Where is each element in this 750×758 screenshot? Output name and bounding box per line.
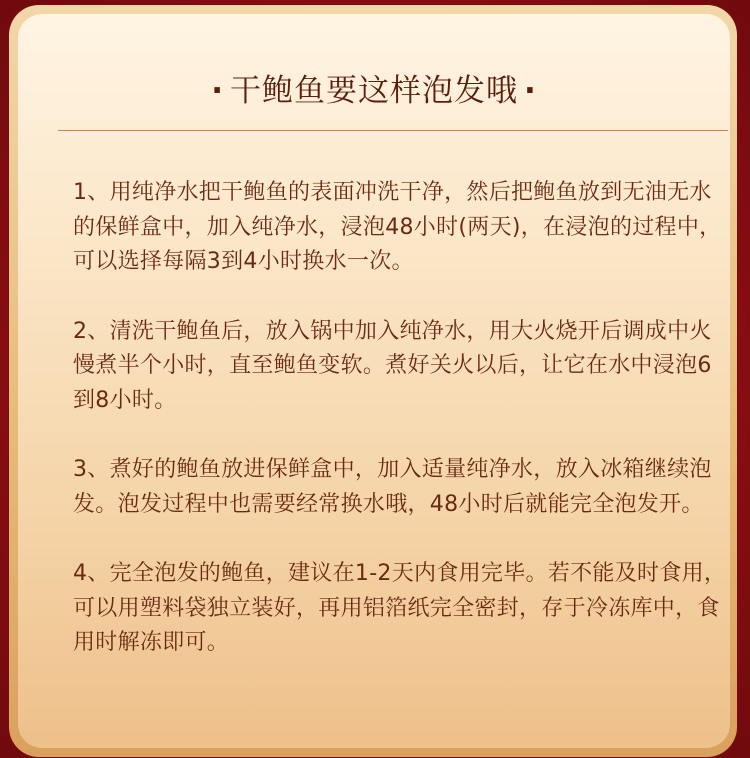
title-dot-right: ·: [524, 73, 537, 109]
step-2-text: 2、清洗干鲍鱼后，放入锅中加入纯净水，用大火烧开后调成中火慢煮半个小时，直至鲍鱼变软。煮好关火以后，让它在水中浸泡6到8小时。: [73, 318, 712, 413]
step-4-text: 4、完全泡发的鲍鱼，建议在1-2天内食用完毕。若不能及时食用，可以用塑料袋独立装好，再用铝箔纸完全密封，存于冷冻库中，食用时解冻即可。: [73, 561, 727, 655]
title-dot-left: ·: [211, 73, 224, 109]
title-text: 干鲍鱼要这样泡发哦: [230, 73, 518, 109]
instruction-list: [73, 176, 733, 696]
page-title: [18, 71, 730, 111]
title-divider: [58, 130, 728, 131]
step-1-text: 1、用纯净水把干鲍鱼的表面冲洗干净，然后把鲍鱼放到无油无水的保鲜盒中，加入纯净水，浸泡48小时(两天)，在浸泡的过程中，可以选择每隔3到4小时换水一次。: [73, 180, 722, 274]
step-3-text: 3、煮好的鲍鱼放进保鲜盒中，加入适量纯净水，放入冰箱继续泡发。泡发过程中也需要经常换水哦，48小时后就能完全泡发开。: [73, 457, 712, 517]
instruction-card: [18, 14, 730, 748]
